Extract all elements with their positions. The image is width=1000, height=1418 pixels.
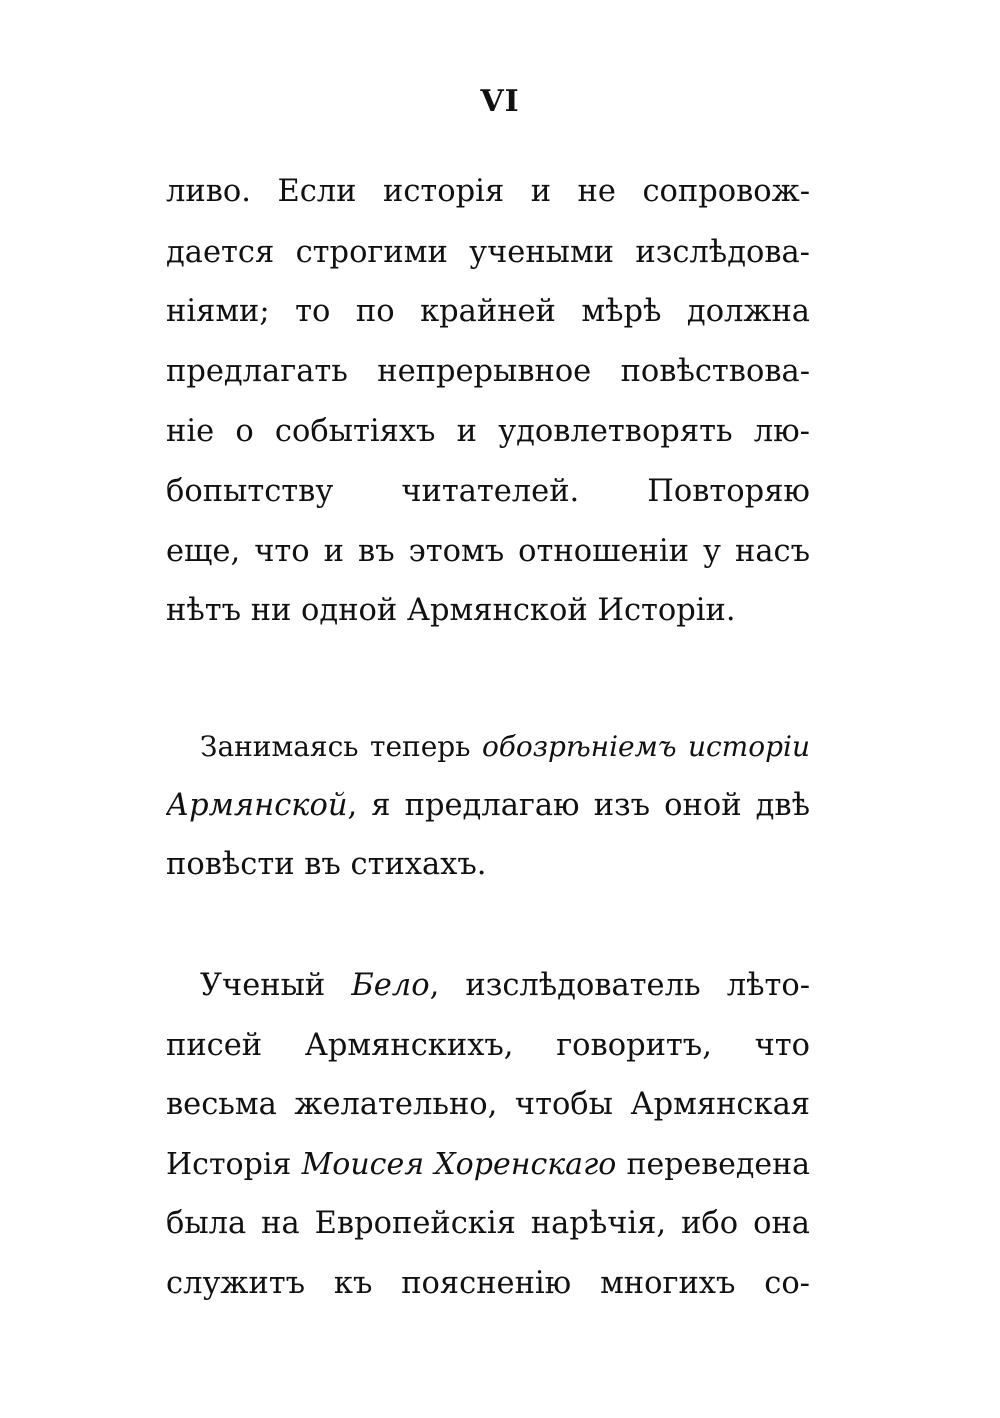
text-line bbox=[166, 1145, 810, 1185]
text-line: весьма желательно, чтобы Армянская bbox=[166, 1087, 810, 1122]
text-span: переведена bbox=[616, 1147, 810, 1182]
text-span: , изслѣдователь лѣто- bbox=[429, 968, 810, 1003]
text-line: дается строгими учеными изслѣдова- bbox=[166, 235, 810, 270]
text-line: служитъ къ поясненію многихъ со- bbox=[166, 1266, 810, 1301]
text-span: Ученый bbox=[200, 968, 352, 1003]
text-span: , я предлагаю изъ оной двѣ bbox=[347, 788, 810, 823]
text-line bbox=[200, 966, 810, 1006]
text-line: нѣтъ ни одной Армянской Исторіи. bbox=[166, 593, 736, 628]
text-line: писей Армянскихъ, говоритъ, что bbox=[166, 1028, 810, 1063]
text-line bbox=[166, 786, 810, 826]
text-span: Исторія bbox=[166, 1147, 302, 1182]
text-line: бопытству читателей. Повторяю bbox=[166, 474, 810, 509]
italic-phrase: обозрѣніемъ исторіи bbox=[481, 730, 810, 763]
text-span: Занимаясь теперь bbox=[200, 730, 482, 763]
italic-phrase: Бело bbox=[351, 968, 430, 1003]
text-line bbox=[200, 727, 810, 767]
italic-phrase: Моисея Хоренскаго bbox=[301, 1147, 617, 1182]
text-line: предлагать непрерывное повѣствова- bbox=[166, 354, 810, 389]
text-line: ніями; то по крайней мѣрѣ должна bbox=[166, 294, 810, 329]
text-line: повѣсти въ стихахъ. bbox=[166, 847, 487, 882]
text-line: ливо. Если исторія и не сопровож- bbox=[166, 174, 810, 209]
page-number: VI bbox=[480, 84, 520, 119]
text-line: была на Европейскія нарѣчія, ибо она bbox=[166, 1206, 810, 1241]
italic-phrase: Армянской bbox=[166, 788, 348, 823]
text-line: ніе о событіяхъ и удовлетворять лю- bbox=[166, 414, 810, 449]
text-line: еще, что и въ этомъ отношеніи у насъ bbox=[166, 534, 810, 569]
